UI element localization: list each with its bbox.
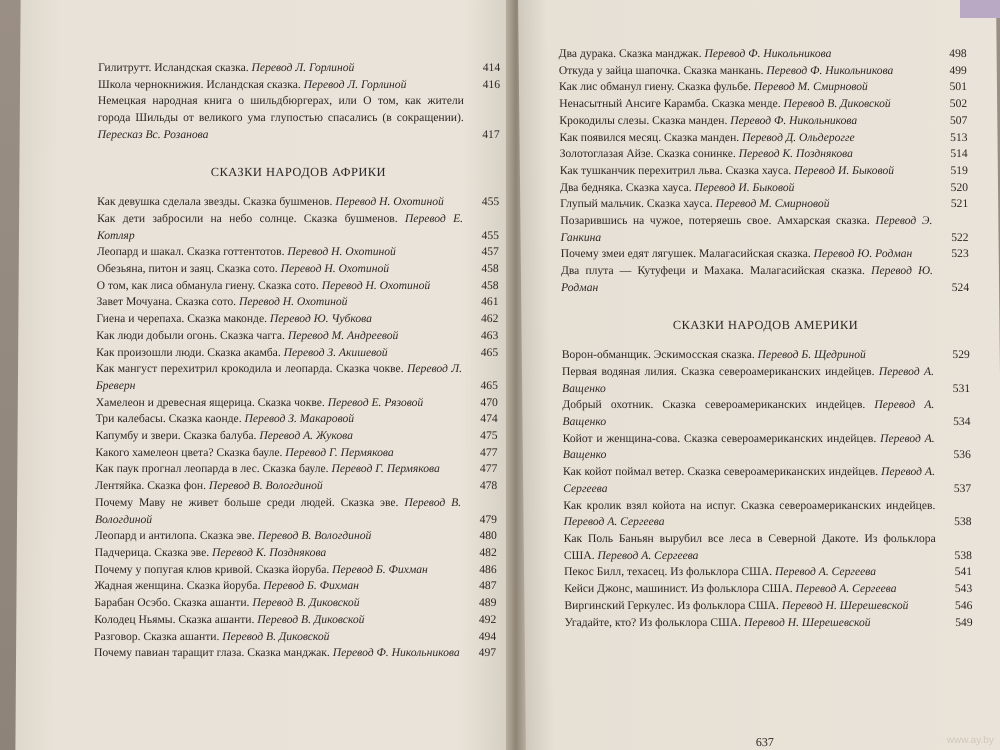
toc-entry-title: Хамелеон и древесная ящерица. Сказка чокве. Перевод Е. Рязовой (95, 395, 424, 409)
toc-entry-translator: Перевод А. Сергеева (563, 515, 665, 529)
toc-entry-title: Два дурака. Сказка манджак. Перевод Ф. Никольникова (558, 47, 832, 60)
toc-entry-translator: Перевод Ю. Родман (561, 264, 933, 294)
toc-entry (95, 562, 497, 579)
toc-entry-page: 475 (480, 429, 498, 443)
toc-entry-translator: Перевод З. Макаровой (244, 412, 355, 426)
toc-entry-page: 457 (481, 245, 499, 259)
toc-entry-translator: Перевод А. Сергеева (795, 582, 897, 596)
toc-entry (97, 244, 499, 261)
toc-entry-title: Как дети забросили на небо солнце. Сказка бушменов. Перевод Е. Котляр (96, 211, 464, 242)
toc-entry (96, 345, 498, 362)
toc-entry-title: Позарившись на чужое, потеряешь свое. Амхарская сказка. Перевод Э. Ганкина (560, 214, 933, 244)
toc-entry (561, 263, 969, 296)
toc-entry-page: 465 (480, 345, 499, 359)
toc-entry (95, 528, 497, 545)
toc-entry-translator: Перевод Ф. Никольникова (332, 646, 460, 660)
toc-entry (96, 328, 498, 345)
toc-entry-title: Как тушканчик перехитрил льва. Сказка хауса. Перевод И. Быковой (559, 163, 895, 177)
toc-entry-translator: Перевод М. Смирновой (753, 80, 868, 94)
toc-entry-page: 524 (951, 280, 970, 294)
toc-entry (94, 629, 496, 646)
toc-entry-title: Как произошли люди. Сказка акамба. Перевод З. Акишевой (96, 345, 388, 359)
toc-entry-translator: Перевод В. Диковской (783, 97, 891, 111)
toc-entry-page: 486 (479, 562, 497, 576)
toc-entry-translator: Перевод Ю. Чубкова (269, 312, 372, 326)
toc-entry (94, 645, 496, 662)
toc-entry-title: Гиена и черепаха. Сказка маконде. Перевод Ю. Чубкова (96, 312, 372, 326)
toc-entry (564, 581, 972, 598)
toc-entry (97, 211, 499, 244)
toc-entry (562, 364, 970, 397)
toc-entry-title: Как люди добыли огонь. Сказка чагга. Перевод М. Андреевой (96, 328, 399, 342)
toc-entry-title: Крокодилы слезы. Сказка манден. Перевод Ф. Никольникова (559, 113, 858, 127)
toc-entry-title: Ворон-обманщик. Эскимосская сказка. Перевод Б. Щедриной (561, 348, 866, 362)
right-column (559, 46, 973, 631)
toc-entry (559, 79, 967, 96)
toc-entry-translator: Перевод М. Андреевой (287, 328, 399, 342)
toc-entry (559, 130, 967, 147)
toc-entry-title: Лентяйка. Сказка фон. Перевод В. Вологдиной (95, 479, 323, 493)
toc-entry-translator: Перевод Л. Горлиной (303, 77, 407, 91)
toc-entry-translator: Перевод Б. Фихман (263, 579, 359, 593)
toc-entry-title: Обезьяна, питон и заяц. Сказка сото. Перевод Н. Охотиной (96, 262, 390, 276)
toc-entry (562, 347, 970, 364)
toc-entry (561, 246, 969, 263)
toc-entry-page: 534 (953, 415, 971, 429)
toc-entry-title: Пекос Билл, техасец. Из фольклора США. Перевод А. Сергеева (563, 565, 877, 579)
toc-entry (560, 180, 968, 197)
toc-entry-translator: Перевод К. Позднякова (212, 545, 327, 559)
toc-entry-translator: Перевод В. Вологдиной (257, 529, 372, 543)
toc-entry-title: Колодец Ньямы. Сказка ашанти. Перевод В. Диковской (94, 612, 365, 626)
toc-entry-page: 514 (950, 147, 968, 161)
watermark: www.ay.by (946, 735, 994, 746)
toc-entry-title: Почему Маву не живет больше среди людей. Сказка эве. Перевод В. Вологдиной (94, 495, 462, 526)
toc-entry-translator: Перевод Л. Бреверн (95, 362, 463, 392)
toc-entry-translator: Перевод Э. Ганкина (560, 214, 933, 244)
toc-entry-title: Первая водяная лилия. Сказка североамериканских индейцев. Перевод А. Ващенко (561, 364, 935, 395)
toc-entry-translator: Перевод Н. Охотиной (238, 295, 348, 309)
toc-entry-page: 455 (481, 228, 500, 242)
toc-entry (96, 428, 498, 445)
toc-entry-title: Завет Мочуана. Сказка сото. Перевод Н. Охотиной (96, 295, 348, 309)
toc-entry-page: 520 (950, 180, 969, 194)
toc-entry-translator: Перевод В. Диковской (257, 612, 365, 626)
toc-entry-title: Как паук прогнал леопарда в лес. Сказка бауле. Перевод Г. Пермякова (95, 462, 440, 476)
toc-entry (96, 294, 498, 311)
section-title-america: СКАЗКИ НАРОДОВ АМЕРИКИ (672, 317, 859, 332)
toc-entry-translator: Перевод Ю. Родман (813, 247, 913, 261)
right-entries-top (559, 46, 970, 297)
toc-entry-translator: Перевод Н. Охотиной (287, 245, 396, 259)
toc-entry-title: Откуда у зайца шапочка. Сказка манкань. Перевод Ф. Никольникова (558, 63, 894, 77)
toc-entry-title: Добрый охотник. Сказка североамериканских индейцев. Перевод А. Ващенко (562, 398, 935, 429)
toc-entry-title: Кейси Джонс, машинист. Из фольклора США. Перевод А. Сергеева (564, 582, 897, 596)
toc-entry-translator: Перевод Н. Шерешевской (743, 615, 871, 629)
toc-entry-page: 549 (955, 615, 973, 629)
toc-entry (95, 545, 497, 562)
toc-entry-page: 480 (479, 529, 497, 543)
toc-entry-translator: Пересказ Вс. Розанова (97, 127, 209, 141)
toc-entry-page: 546 (954, 598, 973, 612)
toc-entry (565, 615, 973, 632)
toc-entry-page: 521 (950, 197, 969, 211)
toc-entry-translator: Перевод В. Диковской (222, 629, 330, 643)
toc-entry (564, 598, 972, 615)
toc-entry-page: 479 (479, 512, 498, 526)
toc-entry-page: 494 (478, 629, 497, 643)
open-book (18, 0, 1000, 750)
toc-entry-page: 523 (951, 247, 969, 261)
toc-entry-translator: Перевод В. Вологдиной (208, 479, 323, 493)
toc-entry-page: 531 (952, 381, 971, 395)
toc-entry (98, 93, 500, 143)
toc-entry-translator: Перевод Г. Пермякова (331, 462, 440, 476)
toc-entry-title: Немецкая народная книга о шильдбюргерах, или О том, как жители города Шильды от великого ума глупостью спасались (в сокращении). Пересказ Вс. Розанова (97, 94, 464, 141)
toc-entry-translator: Перевод И. Быковой (794, 163, 895, 177)
toc-entry-translator: Перевод И. Быковой (694, 180, 795, 194)
toc-entry-translator: Перевод В. Диковской (252, 596, 360, 610)
toc-entry-page: 417 (482, 127, 500, 141)
toc-entry (563, 431, 971, 464)
toc-entry (559, 96, 967, 113)
toc-entry-page: 497 (478, 646, 497, 660)
toc-entry (564, 531, 972, 564)
toc-entry-translator: Перевод А. Жукова (259, 429, 353, 443)
toc-entry-page: 482 (479, 545, 497, 559)
toc-entry-translator: Перевод К. Позднякова (738, 147, 853, 161)
toc-entry (96, 411, 498, 428)
toc-entry-title: Капумбу и звери. Сказка балуба. Перевод А. Жукова (95, 429, 353, 443)
toc-entry (98, 77, 500, 94)
right-entries (562, 347, 973, 631)
toc-entry-title: Как мангуст перехитрил крокодила и леопарда. Сказка чокве. Перевод Л. Бреверн (95, 362, 463, 392)
toc-entry-title: Разговор. Сказка ашанти. Перевод В. Диковской (94, 629, 330, 643)
toc-entry (96, 311, 498, 328)
toc-entry-page: 474 (480, 412, 498, 426)
toc-entry-translator: Перевод М. Смирновой (715, 197, 830, 211)
toc-entry-page: 541 (954, 565, 973, 579)
toc-entry (96, 361, 498, 394)
toc-entry (95, 478, 497, 495)
toc-entry-title: Три калебасы. Сказка каонде. Перевод З. Макаровой (95, 412, 355, 426)
toc-entry-title: Как лис обманул гиену. Сказка фульбе. Перевод М. Смирновой (558, 80, 868, 94)
toc-entry-title: Барабан Осэбо. Сказка ашанти. Перевод В. Диковской (94, 596, 360, 610)
toc-entry-page: 489 (478, 596, 497, 610)
toc-entry-title: Школа чернокнижия. Исландская сказка. Перевод Л. Горлиной (97, 77, 407, 91)
toc-entry-title: Падчерица. Сказка эве. Перевод К. Позднякова (94, 545, 327, 559)
toc-entry-translator: Перевод Ф. Никольникова (766, 63, 894, 77)
toc-entry-translator: Перевод Л. Горлиной (251, 61, 355, 74)
toc-entry-page: 477 (479, 462, 498, 476)
toc-entry-page: 513 (950, 130, 968, 144)
toc-entry-title: Золотоглазая Айзе. Сказка сонинке. Перевод К. Позднякова (559, 147, 853, 161)
toc-entry-title: Как койот поймал ветер. Сказка североамериканских индейцев. Перевод А. Сергеева (562, 465, 936, 495)
toc-entry-title: Леопард и шакал. Сказка готтентотов. Перевод Н. Охотиной (96, 245, 396, 259)
toc-entry-translator: Перевод А. Ващенко (562, 364, 935, 395)
toc-entry-translator: Перевод А. Сергеева (563, 465, 936, 495)
toc-entry-page: 498 (949, 47, 967, 60)
toc-entry-page: 465 (480, 378, 498, 392)
toc-entry (96, 395, 498, 412)
toc-entry-title: Койот и женщина-сова. Сказка североамериканских индейцев. Перевод А. Ващенко (562, 431, 935, 462)
toc-entry-page: 529 (952, 348, 970, 362)
toc-entry-page: 502 (949, 97, 968, 111)
toc-entry-title: Ненасытный Ансиге Карамба. Сказка менде. Перевод В. Диковской (559, 97, 891, 111)
toc-entry (563, 498, 971, 531)
toc-entry-page: 543 (954, 582, 973, 596)
toc-entry-page: 507 (949, 113, 968, 127)
toc-entry-title: Какого хамелеон цвета? Сказка бауле. Перевод Г. Пермякова (95, 445, 394, 459)
toc-entry-page: 462 (480, 312, 499, 326)
toc-entry-title: О том, как лиса обманула гиену. Сказка сото. Перевод Н. Охотиной (96, 278, 431, 292)
toc-entry-translator: Перевод Е. Рязовой (327, 395, 424, 409)
background-strip (960, 0, 1000, 18)
toc-entry-translator: Перевод Ф. Никольникова (730, 113, 858, 127)
toc-entry-translator: Перевод А. Сергеева (774, 565, 877, 579)
toc-entry-title: Как Поль Баньян вырубил все леса в Северной Дакоте. Из фольклора США. Перевод А. Сергеева (563, 531, 936, 562)
toc-entry-title: Как девушка сделала звезды. Сказка бушменов. Перевод Н. Охотиной (97, 195, 444, 209)
left-column (94, 60, 500, 662)
toc-entry-page: 461 (481, 295, 499, 309)
toc-entry (97, 261, 499, 278)
toc-entry-translator: Перевод Н. Охотиной (335, 195, 444, 209)
toc-entry-title: Как кролик взял койота на испуг. Сказка североамериканских индейцев. Перевод А. Сергеева (563, 498, 936, 529)
toc-entry-page: 522 (951, 230, 969, 244)
toc-entry (559, 63, 967, 80)
toc-entry-page: 463 (480, 328, 499, 342)
toc-entry-page: 499 (949, 63, 967, 77)
toc-entry-page: 458 (481, 262, 499, 276)
toc-entry (97, 194, 499, 211)
toc-entry-page: 538 (954, 515, 972, 529)
toc-entry (95, 445, 497, 462)
toc-entry-page: 538 (954, 548, 972, 562)
toc-entry-title: Виргинский Геркулес. Из фольклора США. Перевод Н. Шерешевской (564, 598, 909, 612)
toc-entry-page: 416 (482, 77, 501, 91)
toc-entry-page: 487 (479, 579, 497, 593)
toc-entry-translator: Перевод Н. Охотиной (280, 262, 390, 276)
toc-entry-translator: Перевод В. Вологдиной (94, 495, 462, 526)
toc-entry-translator: Перевод А. Ващенко (562, 398, 935, 429)
section-title-africa: СКАЗКИ НАРОДОВ АФРИКИ (210, 164, 387, 179)
left-entries-top (98, 60, 501, 144)
toc-entry (95, 461, 497, 478)
toc-entry-page: 501 (949, 80, 968, 94)
toc-entry-page: 519 (950, 163, 968, 177)
toc-entry-page: 478 (479, 479, 498, 493)
toc-entry-title: Гилитрутт. Исландская сказка. Перевод Л. Горлиной (98, 61, 355, 74)
left-entries (94, 194, 499, 662)
toc-entry-title: Жадная женщина. Сказка йоруба. Перевод Б. Фихман (94, 579, 359, 593)
toc-entry (94, 578, 496, 595)
toc-entry (563, 464, 971, 497)
toc-entry-page: 455 (481, 195, 500, 209)
toc-entry (94, 595, 496, 612)
toc-entry (98, 60, 500, 77)
toc-entry-translator: Перевод Е. Котляр (96, 211, 464, 242)
toc-entry-title: Почему у попугая клюв кривой. Сказка йоруба. Перевод Б. Фихман (94, 562, 428, 576)
toc-entry-title: Угадайте, кто? Из фольклора США. Перевод Н. Шерешевской (564, 615, 871, 629)
toc-entry-translator: Перевод Г. Пермякова (285, 445, 394, 459)
toc-entry-translator: Перевод Б. Щедриной (757, 348, 866, 362)
toc-entry (560, 146, 968, 163)
toc-entry-translator: Перевод Ф. Никольникова (704, 47, 832, 60)
toc-entry (560, 196, 968, 213)
toc-entry-page: 492 (478, 612, 497, 626)
toc-entry (97, 278, 499, 295)
toc-entry-translator: Перевод Д. Ольдерогге (741, 130, 855, 144)
toc-entry-title: Леопард и антилопа. Сказка эве. Перевод В. Вологдиной (94, 529, 372, 543)
toc-entry-translator: Перевод З. Акишевой (283, 345, 388, 359)
toc-entry-translator: Перевод А. Ващенко (562, 431, 935, 462)
toc-entry (559, 113, 967, 130)
toc-entry (562, 397, 970, 430)
toc-entry-page: 414 (482, 61, 501, 74)
toc-entry-title: Почему змеи едят лягушек. Малагасийская сказка. Перевод Ю. Родман (560, 247, 913, 261)
toc-entry (94, 612, 496, 629)
page-number: 637 (755, 735, 774, 749)
toc-entry-title: Два бедняка. Сказка хауса. Перевод И. Быковой (559, 180, 795, 194)
toc-entry-page: 537 (953, 481, 972, 495)
toc-entry-page: 536 (953, 448, 971, 462)
toc-entry (560, 213, 968, 246)
toc-entry-translator: Перевод А. Сергеева (597, 548, 699, 562)
toc-entry-title: Как появился месяц. Сказка манден. Перевод Д. Ольдерогге (559, 130, 855, 144)
right-page (518, 0, 1000, 750)
toc-entry-page: 470 (480, 395, 498, 409)
toc-entry-translator: Перевод Н. Охотиной (321, 278, 431, 292)
toc-entry-title: Глупый мальчик. Сказка хауса. Перевод М. Смирновой (560, 197, 830, 211)
left-page (15, 0, 512, 750)
toc-entry-title: Почему павиан таращит глаза. Сказка манджак. Перевод Ф. Никольникова (94, 646, 460, 660)
toc-entry (559, 46, 967, 63)
toc-entry-page: 477 (480, 445, 498, 459)
toc-entry-translator: Перевод Б. Фихман (332, 562, 428, 576)
toc-entry-title: Два плута — Кутуфеци и Махака. Малагасийская сказка. Перевод Ю. Родман (560, 264, 933, 294)
toc-entry (564, 564, 972, 581)
toc-entry-translator: Перевод Н. Шерешевской (781, 598, 909, 612)
toc-entry (560, 163, 968, 180)
toc-entry (95, 495, 497, 528)
toc-entry-page: 458 (481, 278, 499, 292)
